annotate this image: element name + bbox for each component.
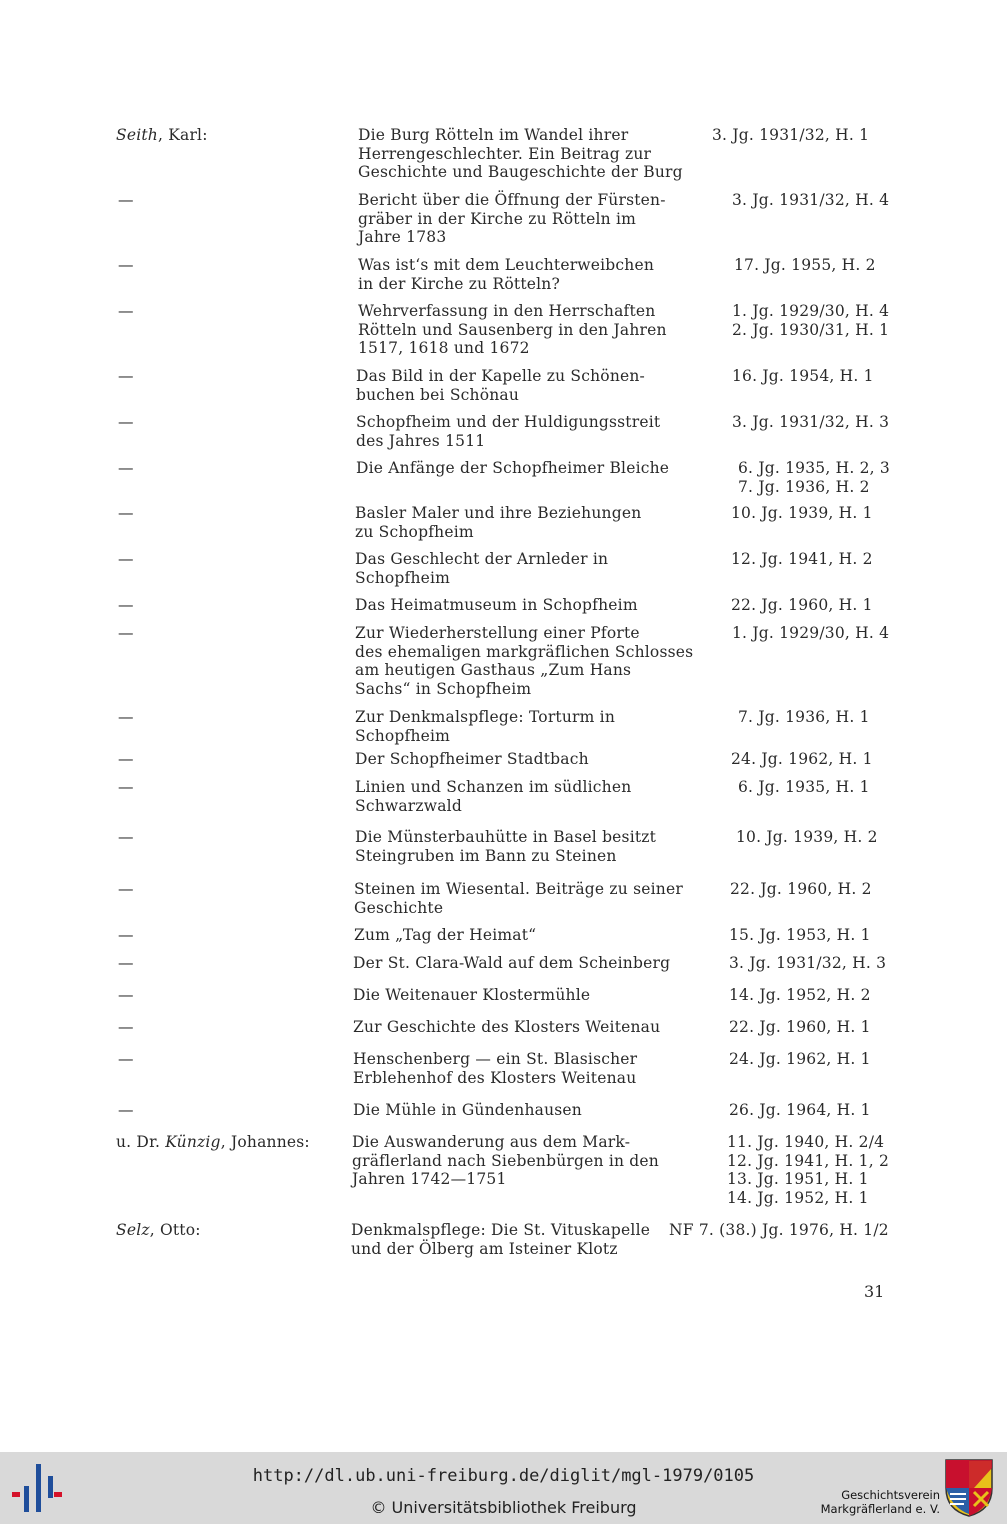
- society-line-2: Markgräflerland e. V.: [820, 1502, 940, 1516]
- entry-author: [118, 624, 134, 643]
- entry-reference: [734, 256, 934, 275]
- title-line: Schopfheim: [355, 726, 451, 745]
- entry-author: [116, 1221, 201, 1240]
- entry-author: [118, 926, 134, 945]
- entry-title: [353, 954, 673, 973]
- title-line: Geschichte: [354, 898, 444, 917]
- author-prefix: —: [118, 302, 134, 320]
- entry-title: [355, 828, 675, 865]
- title-line: Was ist‘s mit dem Leuchterweibchen: [358, 256, 655, 274]
- entry-reference: [732, 367, 932, 386]
- entry-author: [118, 550, 134, 569]
- author-given-name: , Karl:: [157, 126, 208, 144]
- entry-title: [355, 596, 675, 615]
- entry-reference: [731, 596, 931, 615]
- entry-title: [355, 750, 675, 769]
- reference-line: 12. Jg. 1941, H. 2: [731, 550, 873, 568]
- entry-reference: [669, 1221, 889, 1240]
- entry-author: [118, 1101, 134, 1120]
- entry-author: [118, 256, 134, 275]
- reference-line: 14. Jg. 1952, H. 2: [729, 986, 871, 1004]
- reference-line: 6. Jg. 1935, H. 2, 3: [738, 459, 890, 477]
- title-line: Steingruben im Bann zu Steinen: [355, 846, 617, 865]
- entry-author: [118, 828, 134, 847]
- entry-title: [354, 926, 674, 945]
- author-prefix: —: [118, 954, 134, 972]
- title-line: und der Ölberg am Isteiner Klotz: [351, 1239, 618, 1258]
- author-prefix: —: [118, 880, 134, 898]
- entry-reference: [730, 880, 930, 899]
- author-given-name: , Johannes:: [220, 1133, 310, 1151]
- title-line: des Jahres 1511: [356, 431, 486, 450]
- title-line: Herrengeschlechter. Ein Beitrag zur: [358, 144, 652, 163]
- coat-of-arms-icon: [944, 1458, 994, 1518]
- title-line: gräber in der Kirche zu Rötteln im: [358, 209, 637, 228]
- author-prefix: —: [118, 367, 134, 385]
- footer-bar: [0, 1452, 1007, 1524]
- entry-reference: [732, 191, 932, 210]
- entry-reference: [729, 986, 929, 1005]
- author-prefix: —: [118, 459, 134, 477]
- title-line: Jahren 1742—1751: [352, 1170, 507, 1188]
- reference-line: 6. Jg. 1935, H. 1: [738, 778, 870, 796]
- title-line: Zur Wiederherstellung einer Pforte: [355, 624, 640, 642]
- title-line: Erblehenhof des Klosters Weitenau: [353, 1068, 637, 1087]
- entry-author: [118, 880, 134, 899]
- author-prefix: —: [118, 986, 134, 1004]
- author-prefix: —: [118, 1101, 134, 1119]
- entry-author: [116, 1133, 310, 1152]
- entry-reference: [729, 1018, 929, 1037]
- title-line: Linien und Schanzen im südlichen: [355, 778, 632, 796]
- title-line: Zum „Tag der Heimat“: [354, 926, 537, 944]
- reference-line: 1. Jg. 1929/30, H. 4: [732, 302, 890, 320]
- entry-author: [118, 302, 134, 321]
- entry-title: [356, 413, 676, 450]
- reference-line: 1. Jg. 1929/30, H. 4: [732, 624, 890, 642]
- reference-line: 22. Jg. 1960, H. 1: [729, 1018, 871, 1036]
- reference-line: 11. Jg. 1940, H. 2/4: [727, 1133, 885, 1151]
- title-line: zu Schopfheim: [355, 522, 474, 541]
- author-surname: Künzig: [165, 1133, 221, 1151]
- reference-line: 7. Jg. 1936, H. 1: [738, 708, 870, 726]
- title-line: Zur Denkmalspflege: Torturm in: [355, 708, 616, 726]
- title-line: Schopfheim und der Huldigungsstreit: [356, 413, 661, 431]
- author-prefix: u. Dr.: [116, 1133, 166, 1151]
- title-line: Wehrverfassung in den Herrschaften: [358, 302, 656, 320]
- author-prefix: —: [118, 191, 134, 209]
- entry-reference: [729, 926, 929, 945]
- title-line: Die Weitenauer Klostermühle: [353, 986, 591, 1004]
- entry-author: [118, 367, 134, 386]
- entry-reference: [732, 302, 932, 339]
- entry-title: [358, 302, 678, 358]
- entry-author: [118, 459, 134, 478]
- entry-title: [355, 624, 694, 698]
- reference-line: 17. Jg. 1955, H. 2: [734, 256, 876, 274]
- entry-author: [118, 986, 134, 1005]
- entry-author: [118, 778, 134, 797]
- title-line: Steinen im Wiesental. Beiträge zu seiner: [354, 880, 683, 898]
- reference-line: 22. Jg. 1960, H. 1: [731, 596, 873, 614]
- reference-line: 26. Jg. 1964, H. 1: [729, 1101, 871, 1119]
- reference-line: 2. Jg. 1930/31, H. 1: [732, 320, 890, 339]
- reference-line: NF 7. (38.) Jg. 1976, H. 1/2: [669, 1221, 889, 1239]
- title-line: Die Burg Rötteln im Wandel ihrer: [358, 126, 629, 144]
- author-prefix: —: [118, 828, 134, 846]
- title-line: Das Geschlecht der Arnleder in: [355, 550, 609, 568]
- society-name: [790, 1488, 940, 1516]
- title-line: Der Schopfheimer Stadtbach: [355, 750, 589, 768]
- entry-reference: [732, 413, 932, 432]
- title-line: Denkmalspflege: Die St. Vituskapelle: [351, 1221, 651, 1239]
- title-line: 1517, 1618 und 1672: [358, 339, 530, 357]
- title-line: Geschichte und Baugeschichte der Burg: [358, 163, 683, 181]
- title-line: Schopfheim: [355, 568, 451, 587]
- entry-author: [118, 1018, 134, 1037]
- entry-author: [118, 954, 134, 973]
- entry-title: [352, 1133, 672, 1189]
- entry-reference: [732, 624, 932, 643]
- reference-line: 10. Jg. 1939, H. 2: [736, 828, 878, 846]
- entry-reference: [731, 504, 931, 523]
- author-prefix: —: [118, 550, 134, 568]
- entry-title: [353, 1101, 673, 1120]
- title-line: Sachs“ in Schopfheim: [355, 679, 532, 698]
- entry-title: [353, 986, 673, 1005]
- entry-title: [358, 256, 678, 293]
- page-number: 31: [864, 1282, 885, 1301]
- title-line: Die Anfänge der Schopfheimer Bleiche: [356, 459, 670, 477]
- author-prefix: —: [118, 504, 134, 522]
- entry-author: [118, 708, 134, 727]
- entry-title: [356, 367, 676, 404]
- title-line: buchen bei Schönau: [356, 385, 520, 404]
- title-line: Das Heimatmuseum in Schopfheim: [355, 596, 638, 614]
- entry-reference: [736, 828, 936, 847]
- title-line: Bericht über die Öffnung der Fürsten-: [358, 191, 666, 209]
- author-prefix: —: [118, 1050, 134, 1068]
- title-line: Das Bild in der Kapelle zu Schönen-: [356, 367, 645, 385]
- entry-title: [356, 459, 676, 478]
- title-line: Rötteln und Sausenberg in den Jahren: [358, 320, 667, 339]
- entry-title: [351, 1221, 671, 1258]
- title-line: Henschenberg — ein St. Blasischer: [353, 1050, 638, 1068]
- reference-line: 24. Jg. 1962, H. 1: [731, 750, 873, 768]
- reference-line: 12. Jg. 1941, H. 1, 2: [727, 1151, 890, 1170]
- author-given-name: , Otto:: [149, 1221, 201, 1239]
- title-line: in der Kirche zu Rötteln?: [358, 274, 560, 293]
- title-line: Schwarzwald: [355, 796, 462, 815]
- title-line: Zur Geschichte des Klosters Weitenau: [353, 1018, 661, 1036]
- author-surname: Seith: [116, 126, 158, 144]
- title-line: Basler Maler und ihre Beziehungen: [355, 504, 642, 522]
- title-line: des ehemaligen markgräflichen Schlosses: [355, 642, 694, 661]
- reference-line: 3. Jg. 1931/32, H. 4: [732, 191, 890, 209]
- title-line: Die Münsterbauhütte in Basel besitzt: [355, 828, 657, 846]
- entry-author: [118, 1050, 134, 1069]
- entry-title: [353, 1050, 673, 1087]
- entry-title: [355, 778, 675, 815]
- entry-reference: [729, 1050, 929, 1069]
- copyright-text: © Universitätsbibliothek Freiburg: [370, 1498, 637, 1517]
- entry-reference: [729, 1101, 929, 1120]
- reference-line: 3. Jg. 1931/32, H. 3: [732, 413, 890, 431]
- entry-title: [355, 504, 675, 541]
- entry-title: [353, 1018, 673, 1037]
- reference-line: 13. Jg. 1951, H. 1: [727, 1170, 869, 1188]
- entry-reference: [729, 954, 929, 973]
- entry-reference: [738, 778, 938, 797]
- reference-line: 14. Jg. 1952, H. 1: [727, 1188, 869, 1207]
- title-line: Jahre 1783: [358, 228, 447, 246]
- entry-reference: [731, 550, 931, 569]
- reference-line: 22. Jg. 1960, H. 2: [730, 880, 872, 898]
- source-url-link[interactable]: http://dl.ub.uni-freiburg.de/diglit/mgl-1979/0105: [252, 1466, 755, 1486]
- entry-reference: [738, 708, 938, 727]
- reference-line: 15. Jg. 1953, H. 1: [729, 926, 871, 944]
- title-line: Die Mühle in Gündenhausen: [353, 1101, 582, 1119]
- author-prefix: —: [118, 778, 134, 796]
- title-line: am heutigen Gasthaus „Zum Hans: [355, 661, 632, 679]
- reference-line: 16. Jg. 1954, H. 1: [732, 367, 874, 385]
- entry-reference: [712, 126, 912, 145]
- author-prefix: —: [118, 256, 134, 274]
- reference-line: 7. Jg. 1936, H. 2: [738, 477, 870, 496]
- entry-author: [118, 750, 134, 769]
- entry-title: [354, 880, 683, 917]
- entry-title: [355, 708, 675, 745]
- author-prefix: —: [118, 1018, 134, 1036]
- author-prefix: —: [118, 708, 134, 726]
- entry-author: [118, 504, 134, 523]
- entry-author: [118, 596, 134, 615]
- entry-author: [116, 126, 208, 145]
- author-prefix: —: [118, 624, 134, 642]
- entry-author: [118, 191, 134, 210]
- title-line: gräflerland nach Siebenbürgen in den: [352, 1151, 659, 1170]
- reference-line: 3. Jg. 1931/32, H. 1: [712, 126, 870, 144]
- entry-reference: [738, 459, 938, 496]
- title-line: Die Auswanderung aus dem Mark-: [352, 1133, 631, 1151]
- title-line: Der St. Clara-Wald auf dem Scheinberg: [353, 954, 671, 972]
- author-prefix: —: [118, 596, 134, 614]
- entry-title: [358, 191, 678, 247]
- author-prefix: —: [118, 413, 134, 431]
- author-prefix: —: [118, 926, 134, 944]
- society-line-1: Geschichtsverein: [841, 1488, 940, 1502]
- entry-author: [118, 413, 134, 432]
- reference-line: 24. Jg. 1962, H. 1: [729, 1050, 871, 1068]
- entry-reference: [727, 1133, 927, 1207]
- author-prefix: —: [118, 750, 134, 768]
- author-surname: Selz: [116, 1221, 150, 1239]
- reference-line: 10. Jg. 1939, H. 1: [731, 504, 873, 522]
- entry-reference: [731, 750, 931, 769]
- entry-title: [355, 550, 675, 587]
- reference-line: 3. Jg. 1931/32, H. 3: [729, 954, 887, 972]
- entry-title: [358, 126, 683, 182]
